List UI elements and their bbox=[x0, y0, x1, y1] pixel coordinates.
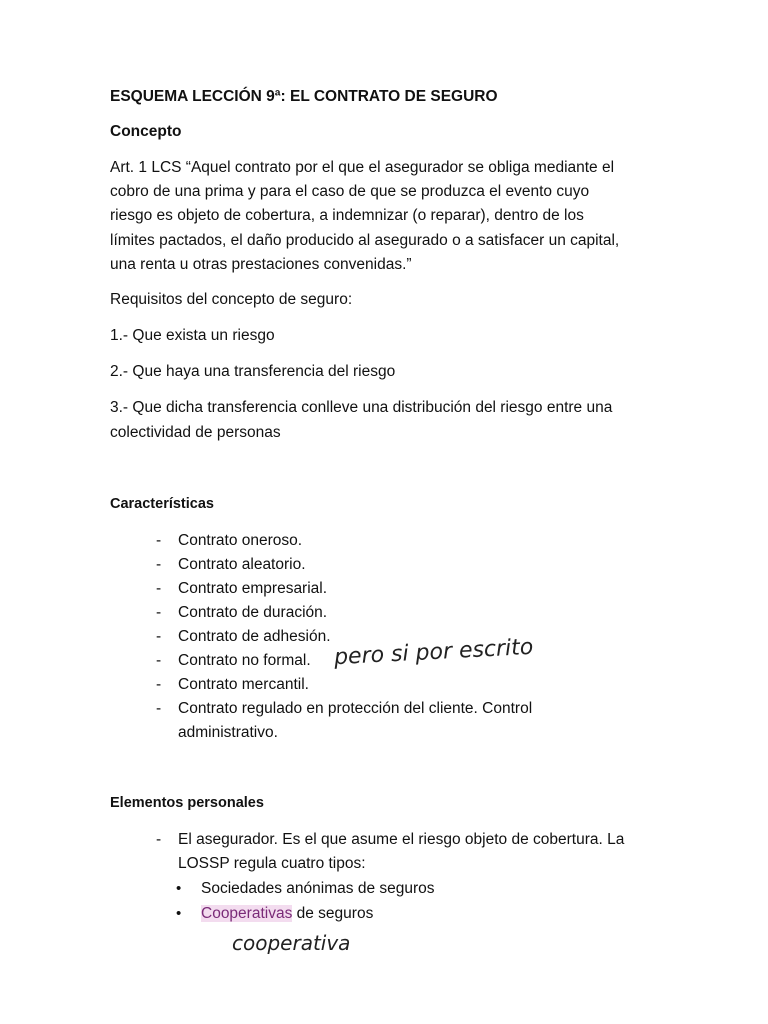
caracteristica-item: Contrato oneroso. bbox=[178, 532, 303, 549]
caracteristica-item-continuation: administrativo. bbox=[178, 724, 278, 741]
caracteristica-item: Contrato no formal. bbox=[178, 652, 311, 669]
requisito-item: 1.- Que exista un riesgo bbox=[110, 327, 275, 344]
document-title: ESQUEMA LECCIÓN 9ª: EL CONTRATO DE SEGURO bbox=[110, 88, 498, 105]
list-dash: - bbox=[156, 604, 162, 621]
bullet-marker: • bbox=[176, 880, 182, 897]
requisitos-intro: Requisitos del concepto de seguro: bbox=[110, 291, 353, 308]
asegurador-line: El asegurador. Es el que asume el riesgo objeto de cobertura. La bbox=[178, 831, 625, 848]
caracteristica-item: Contrato de adhesión. bbox=[178, 628, 331, 645]
definition-line: Art. 1 LCS “Aquel contrato por el que el asegurador se obliga mediante el bbox=[110, 159, 615, 176]
tipo-item: Sociedades anónimas de seguros bbox=[201, 880, 435, 897]
section-heading-caracteristicas: Características bbox=[110, 496, 214, 512]
section-heading-concepto: Concepto bbox=[110, 123, 182, 140]
definition-line: riesgo es objeto de cobertura, a indemnizar (o reparar), dentro de los bbox=[110, 207, 584, 225]
list-dash: - bbox=[156, 700, 162, 717]
caracteristica-item: Contrato empresarial. bbox=[178, 580, 328, 597]
caracteristica-item: Contrato mercantil. bbox=[178, 676, 309, 693]
section-heading-elementos: Elementos personales bbox=[110, 795, 264, 811]
definition-paragraph bbox=[110, 156, 650, 277]
highlighted-word: Cooperativas bbox=[201, 905, 293, 922]
tipo-item bbox=[201, 902, 373, 926]
tipo-item-rest: de seguros bbox=[292, 905, 374, 922]
requisito-item: 2.- Que haya una transferencia del riesgo bbox=[110, 363, 396, 380]
list-dash: - bbox=[156, 556, 162, 573]
list-dash: - bbox=[156, 652, 162, 669]
definition-line: límites pactados, el daño producido al asegurado o a satisfacer un capital, bbox=[110, 231, 620, 249]
handwritten-annotation: pero si por escrito bbox=[333, 634, 534, 671]
list-dash: - bbox=[156, 676, 162, 693]
caracteristica-item: Contrato regulado en protección del cliente. Control bbox=[178, 700, 533, 717]
definition-line: cobro de una prima y para el caso de que se produzca el evento cuyo bbox=[110, 183, 590, 201]
handwritten-annotation: cooperativa bbox=[232, 931, 351, 955]
bullet-marker: • bbox=[176, 905, 182, 922]
definition-line: una renta u otras prestaciones convenidas.” bbox=[110, 255, 412, 273]
list-dash: - bbox=[156, 831, 162, 848]
caracteristica-item: Contrato de duración. bbox=[178, 604, 328, 621]
list-dash: - bbox=[156, 580, 162, 597]
caracteristica-item: Contrato aleatorio. bbox=[178, 556, 306, 573]
list-dash: - bbox=[156, 628, 162, 645]
requisito-item-continuation: colectividad de personas bbox=[110, 424, 281, 441]
asegurador-line: LOSSP regula cuatro tipos: bbox=[178, 855, 366, 872]
requisito-item: 3.- Que dicha transferencia conlleve una distribución del riesgo entre una bbox=[110, 399, 613, 416]
list-dash: - bbox=[156, 532, 162, 549]
